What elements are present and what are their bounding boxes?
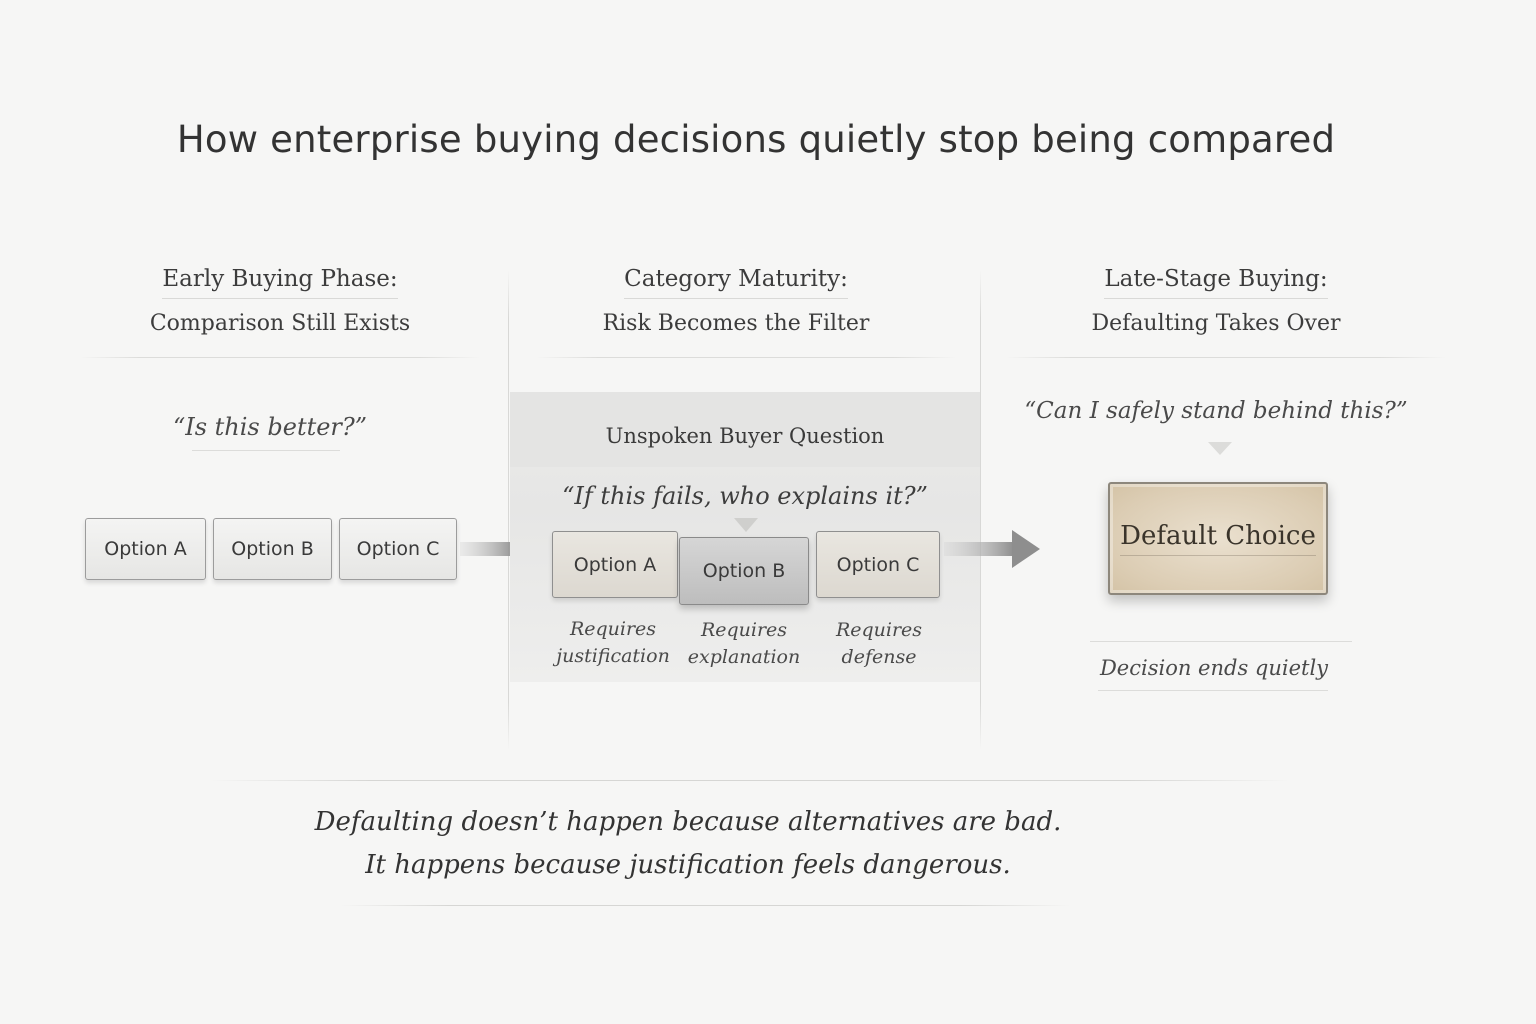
- outcome-top-rule: [1090, 641, 1352, 642]
- phase-early-header: [80, 266, 480, 336]
- column-divider-2: [980, 270, 981, 750]
- default-choice-box: [1108, 482, 1328, 595]
- outcome-underline: [1098, 690, 1328, 691]
- phase-early-rule: [80, 357, 480, 358]
- requirement-c-line2: defense: [841, 646, 917, 668]
- conclusion-bottom-rule: [340, 905, 1070, 906]
- requirement-c: [811, 617, 947, 671]
- phase-late-subheading: Defaulting Takes Over: [1091, 311, 1341, 336]
- requirement-b-line2: explanation: [687, 646, 801, 668]
- maturity-option-c: Option C: [816, 531, 940, 598]
- panel-label: Unspoken Buyer Question: [605, 424, 885, 448]
- early-option-a: Option A: [85, 518, 206, 580]
- conclusion-line-1: Defaulting doesn’t happen because alternatives are bad.: [314, 807, 1062, 837]
- phase-late-rule: [1006, 357, 1446, 358]
- arrow-right-icon: [944, 528, 1042, 572]
- phase-late-quote: “Can I safely stand behind this?”: [1024, 398, 1408, 424]
- conclusion-line-2: It happens because justification feels dangerous.: [365, 850, 1011, 880]
- phase-maturity-heading: Category Maturity:: [624, 266, 848, 299]
- requirement-a: [545, 616, 681, 670]
- phase-maturity-rule: [536, 357, 956, 358]
- phase-late-header: [1016, 266, 1416, 336]
- phase-maturity-quote: “If this fails, who explains it?”: [562, 482, 928, 510]
- column-divider-1: [508, 270, 509, 750]
- requirement-b: [676, 617, 812, 671]
- maturity-option-a: Option A: [552, 531, 678, 598]
- maturity-option-b: Option B: [679, 537, 809, 605]
- phase-early-heading: Early Buying Phase:: [162, 266, 397, 299]
- default-choice-label: Default Choice: [1120, 521, 1316, 556]
- early-option-b: Option B: [213, 518, 332, 580]
- phase-early-quote: “Is this better?”: [172, 413, 368, 441]
- page-title: How enterprise buying decisions quietly stop being compared: [176, 118, 1336, 161]
- phase-maturity-header: [536, 266, 936, 336]
- requirement-a-line2: justification: [556, 645, 670, 667]
- early-option-c: Option C: [339, 518, 457, 580]
- phase-maturity-subheading: Risk Becomes the Filter: [602, 311, 870, 336]
- phase-early-subheading: Comparison Still Exists: [149, 311, 411, 336]
- phase-late-heading: Late-Stage Buying:: [1104, 266, 1327, 299]
- conclusion-top-rule: [210, 780, 1290, 781]
- outcome-text: Decision ends quietly: [1099, 656, 1329, 680]
- requirement-b-line1: Requires: [700, 619, 788, 641]
- requirement-c-line1: Requires: [835, 619, 923, 641]
- quote-pointer-icon: [1208, 442, 1232, 455]
- phase-early-quote-underline: [192, 450, 340, 451]
- quote-pointer-icon: [734, 518, 758, 532]
- requirement-a-line1: Requires: [569, 618, 657, 640]
